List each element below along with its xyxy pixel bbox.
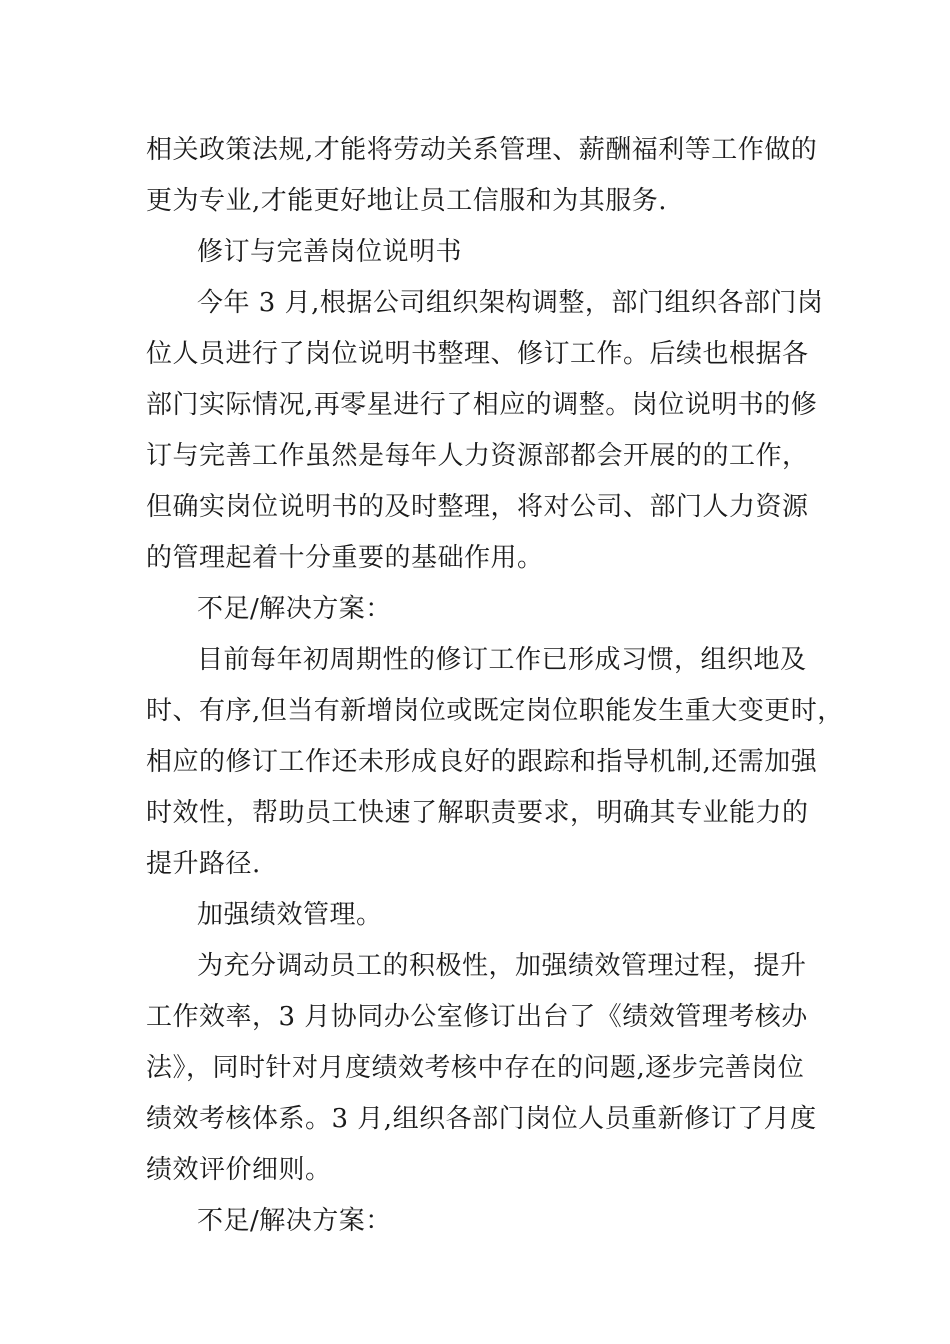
text-line: 为充分调动员工的积极性，加强绩效管理过程，提升 [197,951,807,981]
text-line: 部门实际情况,再零星进行了相应的调整。岗位说明书的修 [146,390,818,420]
text-line: 绩效考核体系。3 月,组织各部门岗位人员重新修订了月度 [146,1104,817,1134]
text-line: 目前每年初周期性的修订工作已形成习惯，组织地及 [197,645,807,675]
text-line: 时效性，帮助员工快速了解职责要求，明确其专业能力的 [146,798,809,828]
text-line: 工作效率，3 月协同办公室修订出台了《绩效管理考核办 [146,1002,808,1032]
text-line: 法》，同时针对月度绩效考核中存在的问题,逐步完善岗位 [146,1053,805,1083]
text-line: 相关政策法规,才能将劳动关系管理、薪酬福利等工作做的 [146,135,818,165]
text-line: 订与完善工作虽然是每年人力资源部都会开展的的工作， [146,441,809,471]
section-heading: 不足/解决方案： [197,1206,392,1236]
text-line: 位人员进行了岗位说明书整理、修订工作。后续也根据各 [146,339,809,369]
text-line: 绩效评价细则。 [146,1155,332,1185]
text-line: 更为专业,才能更好地让员工信服和为其服务. [146,186,668,216]
section-heading: 不足/解决方案： [197,594,392,624]
text-line: 今年 3 月,根据公司组织架构调整，部门组织各部门岗 [197,288,824,318]
section-heading: 加强绩效管理。 [197,900,383,930]
text-line: 但确实岗位说明书的及时整理，将对公司、部门人力资源 [146,492,809,522]
text-line: 的管理起着十分重要的基础作用。 [146,543,544,573]
section-heading: 修订与完善岗位说明书 [197,237,463,267]
text-line: 时、有序,但当有新增岗位或既定岗位职能发生重大变更时， [146,696,844,726]
text-line: 提升路径. [146,849,261,879]
text-line: 相应的修订工作还未形成良好的跟踪和指导机制,还需加强 [146,747,818,777]
